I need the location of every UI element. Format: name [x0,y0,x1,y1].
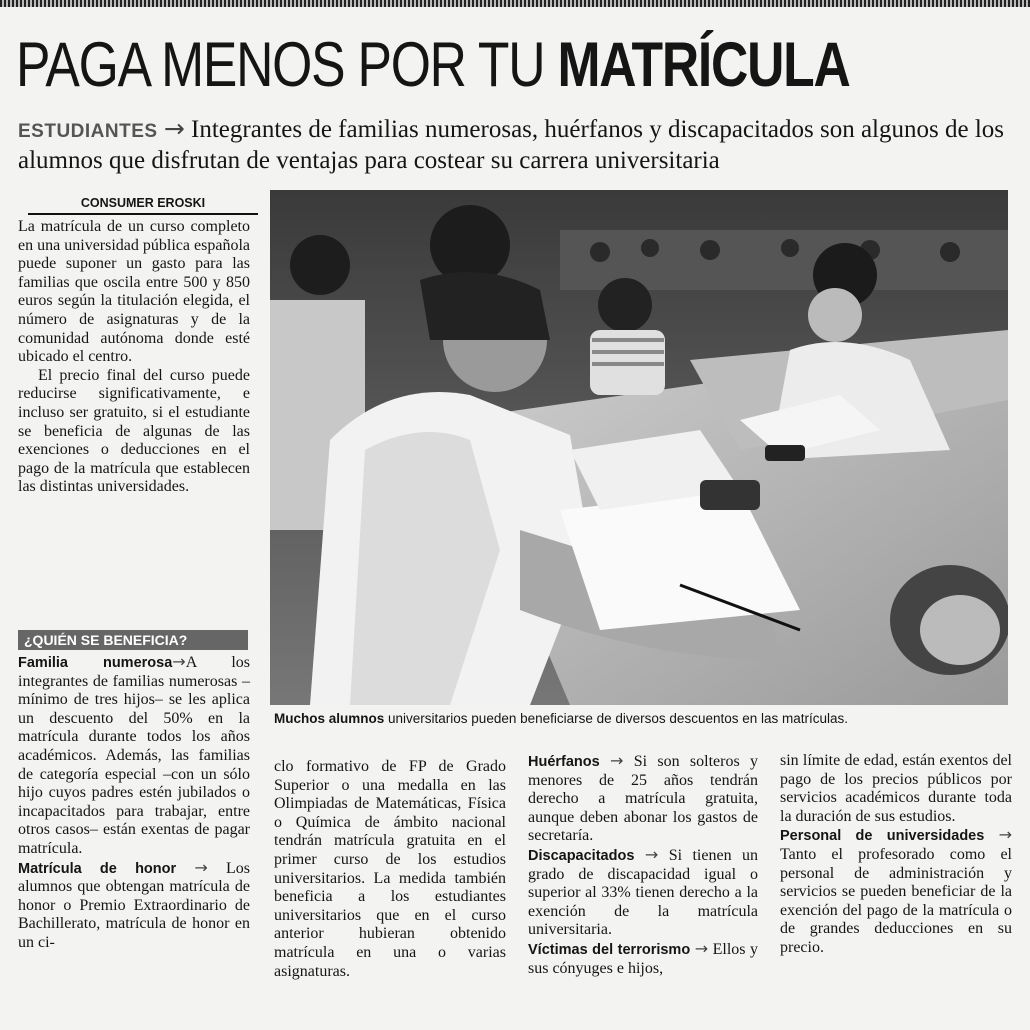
right-arrow-icon: → [610,751,624,770]
photo-illustration [270,190,1008,705]
matricula-honor-label: Matrícula de honor [18,860,177,877]
subhead-label: ESTUDIANTES [18,121,158,142]
byline: CONSUMER EROSKI [28,193,258,215]
discapacitados-label: Discapacitados [528,847,635,864]
subhead-text: Integrantes de familias numerosas, huérfanos y discapacitados son algunos de los alumnos que disfrutan de ventajas para costear su carrera universitaria [18,116,1005,174]
discapacitados-text: Si tienen un grado de discapacidad igual o superior al 33% tienen derecho a la exención de la matrícula universitaria. [528,846,759,939]
right-arrow-icon: → [694,938,709,958]
caption-text: universitarios pueden beneficiarse de diversos descuentos en las matrículas. [384,711,849,726]
top-rule [0,0,1030,7]
students-exam-photo [270,190,1008,705]
huerfanos-entry [528,752,758,846]
lead-column [18,218,250,497]
huerfanos-text: Si son solteros y menores de 25 años tendrán derecho a matrícula gratuita, aunque deben abonar los gastos de secretaría. [528,753,759,845]
subheadline [18,114,1008,175]
right-arrow-icon: → [998,825,1012,845]
column-4 [780,752,1012,958]
lead-paragraph-2: El precio final del curso puede reducirse significativamente, e incluso ser gratuito, si el estudiante se beneficia de algunas de las exenciones o deducciones en el pago de la matrícula que establecen las distintas universidades. [18,366,250,496]
lead-paragraph-1: La matrícula de un curso completo en una universidad pública española puede suponer un gasto para las familias que oscila entre 500 y 850 euros según la titulación elegida, el número de asignaturas y de la comunidad autónoma donde esté ubicado el centro. [18,218,250,366]
right-arrow-icon: → [194,857,208,877]
victimas-entry [528,940,758,978]
column-2 [274,758,506,981]
personal-text: Tanto el profesorado como el personal de administración y servicios se pueden beneficiar de la exención del pago de la matrícula o de grandes deducciones en su precio. [780,845,1012,956]
matricula-honor-entry [18,859,250,953]
familia-numerosa-label: Familia numerosa [18,655,173,671]
column-3 [528,752,758,978]
familia-numerosa-text: A los integrantes de familias numerosas –mínimo de tres hijos– se les aplica un descuento del 50% en la matrícula durante todos los años académicos. Además, las familias de categoría especial –con un sólo hijo cuyos padres estén jubilados o incapacitados para trabajar, entre otros casos– están exentas de pagar matrícula. [18,654,251,857]
right-arrow-icon: → [163,114,185,143]
victimas-label: Víctimas del terrorismo [528,941,691,958]
section-label: ¿QUIÉN SE BENEFICIA? [18,630,248,650]
photo-caption [274,710,1014,728]
column-4-text: sin límite de edad, están exentos del pago de los precios públicos por servicios académicos durante toda la duración de sus estudios. [780,752,1012,825]
headline-light: PAGA MENOS POR TU [16,30,558,100]
column-1 [18,653,250,953]
familia-numerosa-entry [18,653,250,859]
headline-bold: MATRÍCULA [557,30,850,100]
matricula-honor-text: Los alumnos que obtengan matrícula de honor o Premio Extraordinario de Bachillerato, matrícula de honor en un ci- [18,859,250,951]
personal-label: Personal de universidades [780,828,985,845]
huerfanos-label: Huérfanos [528,754,600,770]
personal-entry [780,826,1012,957]
victimas-text: Ellos y sus cónyuges e hijos, [528,940,759,977]
headline [16,20,850,110]
caption-bold: Muchos alumnos [274,711,385,726]
right-arrow-icon: → [644,844,659,864]
right-arrow-icon: → [172,652,186,671]
discapacitados-entry [528,846,758,940]
column-2-text: clo formativo de FP de Grado Superior o una medalla en las Olimpiadas de Matemáticas, Física o Química de ámbito nacional tendrán matrícula gratuita en el primer curso de los estudios universitarios. La medida también beneficia a los estudiantes universitarios que en el curso anterior hubieran obtenido matrícula en una o varias asignaturas. [274,758,506,980]
